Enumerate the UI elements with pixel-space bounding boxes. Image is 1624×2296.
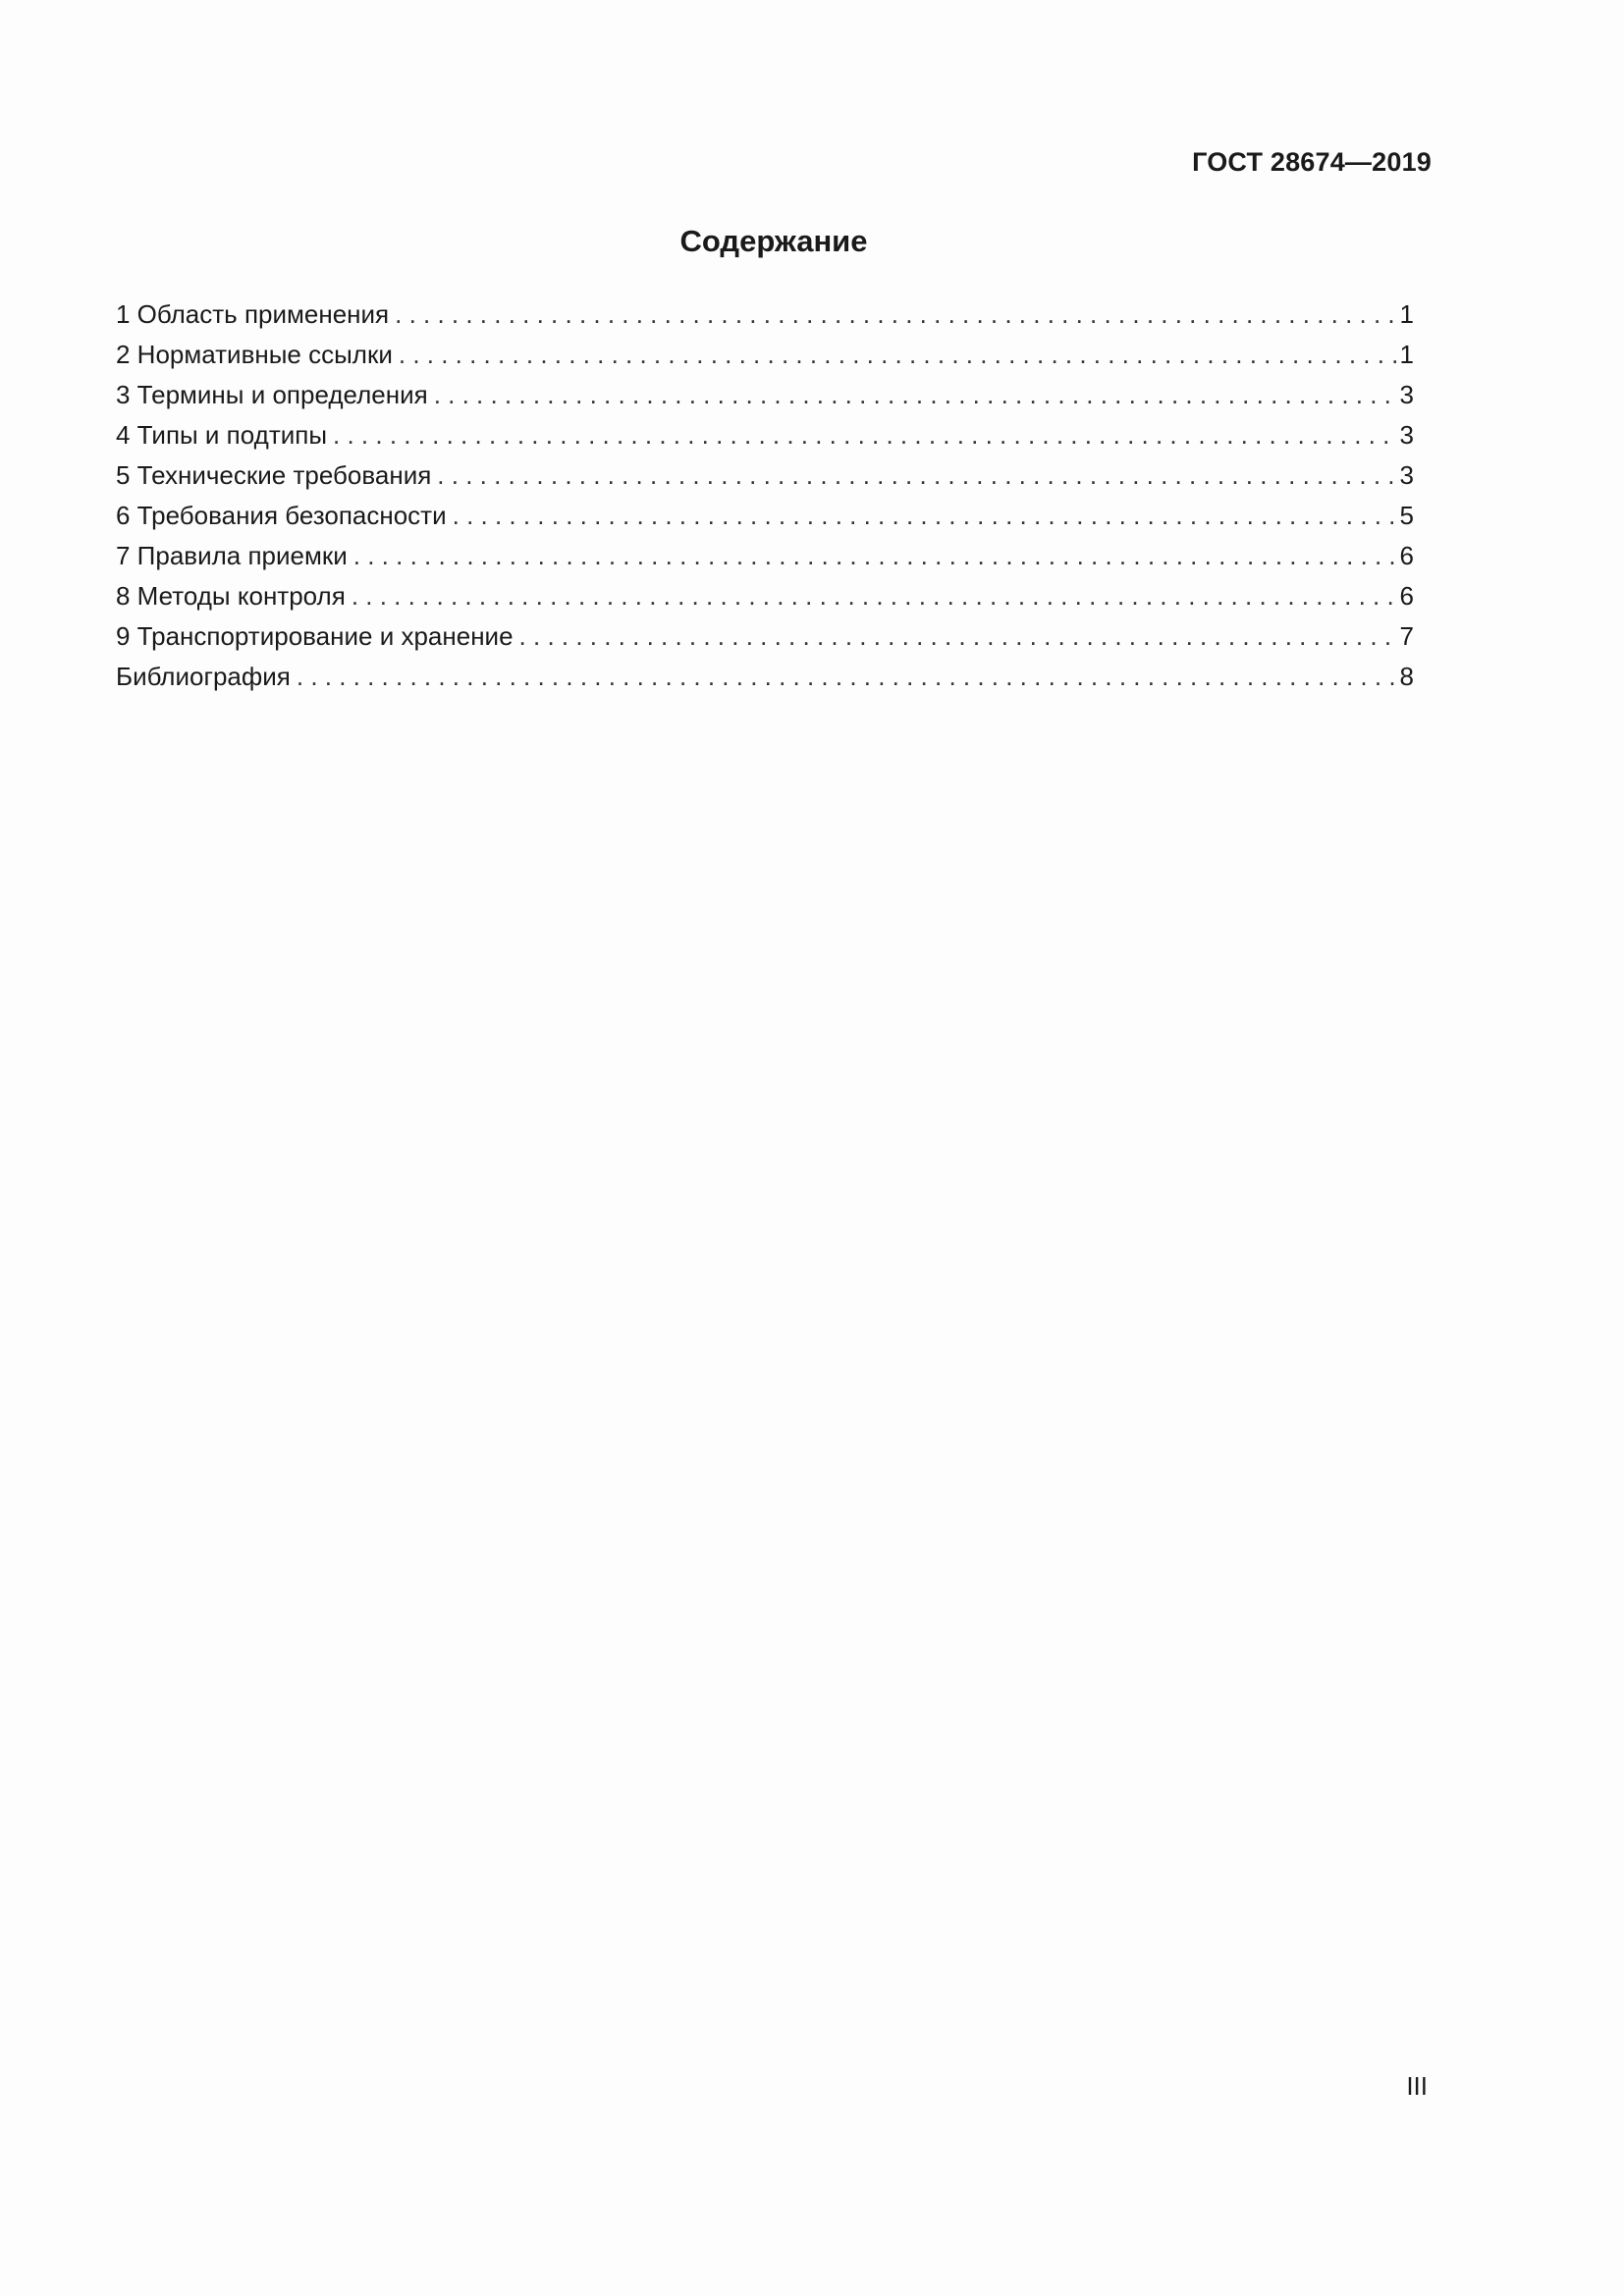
toc-item[interactable] <box>116 536 1414 576</box>
toc-item-label: 8 Методы контроля <box>116 581 346 611</box>
toc-item-label: 5 Технические требования <box>116 460 432 490</box>
toc-dot-leader <box>399 335 1398 375</box>
toc-dot-leader <box>434 375 1398 415</box>
toc-title: Содержание <box>679 224 868 258</box>
toc-dot-leader <box>297 657 1398 697</box>
page-number: III <box>1406 2071 1428 2101</box>
toc-item-label: 2 Нормативные ссылки <box>116 340 393 369</box>
toc-item-label: Библиография <box>116 662 291 691</box>
toc-dot-leader <box>352 576 1398 616</box>
toc-item-label: 4 Типы и подтипы <box>116 420 328 450</box>
toc-item-page: 3 <box>1399 460 1414 490</box>
toc-dot-leader <box>453 496 1398 536</box>
toc-dot-leader <box>437 455 1397 496</box>
toc-item-label: 3 Термины и определения <box>116 380 428 409</box>
toc-item[interactable] <box>116 496 1414 536</box>
toc-item[interactable] <box>116 657 1414 697</box>
toc-dot-leader <box>353 536 1398 576</box>
toc-item-page: 3 <box>1399 380 1414 409</box>
toc-item-page: 8 <box>1399 662 1414 691</box>
toc-item-page: 6 <box>1399 581 1414 611</box>
toc-item-label: 7 Правила приемки <box>116 541 348 570</box>
toc-item[interactable] <box>116 375 1414 415</box>
toc-item-page: 3 <box>1399 420 1414 450</box>
toc-item[interactable] <box>116 294 1414 335</box>
toc-item[interactable] <box>116 335 1414 375</box>
toc-item-label: 1 Область применения <box>116 299 390 329</box>
toc-dot-leader <box>333 415 1398 455</box>
toc-item-page: 6 <box>1399 541 1414 570</box>
toc-item[interactable] <box>116 415 1414 455</box>
toc-dot-leader <box>519 616 1398 657</box>
toc-list <box>116 294 1414 697</box>
toc-item-page: 7 <box>1399 621 1414 651</box>
toc-item[interactable] <box>116 576 1414 616</box>
document-code: ГОСТ 28674—2019 <box>1192 147 1432 177</box>
toc-item-page: 1 <box>1399 340 1414 369</box>
toc-dot-leader <box>395 294 1397 335</box>
toc-item-page: 1 <box>1399 299 1414 329</box>
toc-item[interactable] <box>116 616 1414 657</box>
toc-item-label: 9 Транспортирование и хранение <box>116 621 514 651</box>
toc-item-label: 6 Требования безопасности <box>116 501 447 530</box>
toc-item-page: 5 <box>1399 501 1414 530</box>
toc-item[interactable] <box>116 455 1414 496</box>
